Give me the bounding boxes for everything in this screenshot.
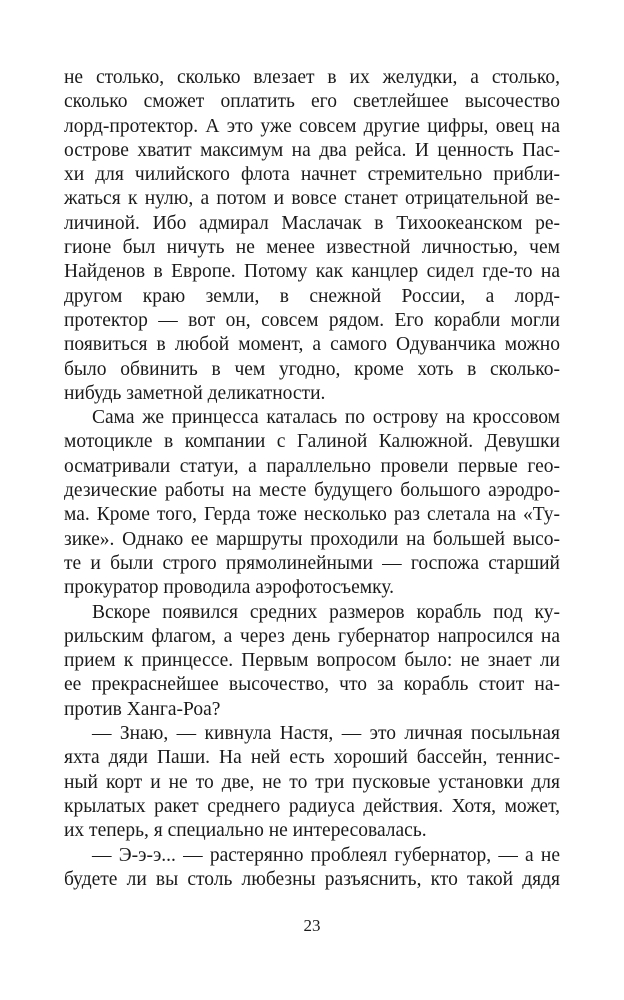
text-line: осматривали статуи, а параллельно провели первые гео- (64, 455, 560, 477)
text-line: рильским флагом, а через день губернатор напросился на (64, 625, 560, 647)
text-line: зике». Однако ее маршруты проходили на большей высо- (64, 528, 560, 550)
text-line: прокуратор проводила аэрофотосъемку. (64, 577, 394, 599)
text-line: дезические работы на месте будущего большого аэродро- (64, 480, 560, 502)
text-line: ее прекраснейшее высочество, что за корабль стоит на- (64, 674, 560, 696)
text-line: ный корт и не то две, не то три пусковые установки для (64, 771, 560, 793)
text-line: — Знаю, — кивнула Настя, — это личная посыльная (92, 723, 560, 745)
text-line: Найденов в Европе. Потому как канцлер сидел где-то на (64, 261, 560, 283)
text-line: мотоцикле в компании с Галиной Калюжной. Девушки (64, 431, 560, 453)
text-line: те и были строго прямолинейными — госпожа старший (64, 552, 560, 574)
paragraph-4 (64, 722, 560, 843)
text-line: другом краю земли, в снежной России, а лорд- (64, 285, 560, 307)
text-line: было обвинить в чем угодно, кроме хоть в сколько- (64, 358, 560, 380)
text-line: гионе был ничуть не менее известной личностью, чем (64, 237, 560, 259)
text-line: ма. Кроме того, Герда тоже несколько раз слетала на «Ту- (64, 504, 560, 526)
paragraph-3 (64, 601, 560, 722)
text-line: прием к принцессе. Первым вопросом было: не знает ли (64, 650, 560, 672)
text-line: против Ханга-Роа? (64, 698, 221, 720)
body-text (64, 66, 560, 892)
text-line: появиться в любой момент, а самого Одуванчика можно (64, 334, 560, 356)
paragraph-2 (64, 406, 560, 600)
page-number: 23 (303, 916, 321, 935)
text-line: личиной. Ибо адмирал Маслачак в Тихоокеанском ре- (64, 212, 560, 234)
text-line: будете ли вы столь любезны разъяснить, кто такой дядя (64, 868, 560, 890)
text-line: яхта дяди Паши. На ней есть хороший бассейн, теннис- (64, 747, 560, 769)
text-line: Вскоре появился средних размеров корабль под ку- (92, 601, 560, 623)
text-line: хи для чилийского флота начнет стремительно прибли- (64, 164, 560, 186)
text-line: не столько, сколько влезает в их желудки, а столько, (64, 67, 560, 88)
text-line: их теперь, я специально не интересовалась. (64, 820, 427, 842)
text-line: протектор — вот он, совсем рядом. Его корабли могли (64, 309, 560, 331)
paragraph-1 (64, 66, 560, 406)
text-line: Сама же принцесса каталась по острову на кроссовом (92, 407, 560, 429)
paragraph-5 (64, 844, 560, 893)
text-line: нибудь заметной деликатности. (64, 382, 326, 404)
text-line: — Э-э-э... — растерянно проблеял губернатор, — а не (92, 844, 560, 866)
text-line: крылатых ракет среднего радиуса действия. Хотя, может, (64, 795, 560, 817)
text-line: лорд-протектор. А это уже совсем другие цифры, овец на (64, 115, 560, 137)
text-line: сколько сможет оплатить его светлейшее высочество (64, 91, 560, 113)
text-line: острове хватит максимум на два рейса. И ценность Пас- (64, 139, 560, 161)
text-line: жаться к нулю, а потом и вовсе станет отрицательной ве- (64, 188, 560, 210)
